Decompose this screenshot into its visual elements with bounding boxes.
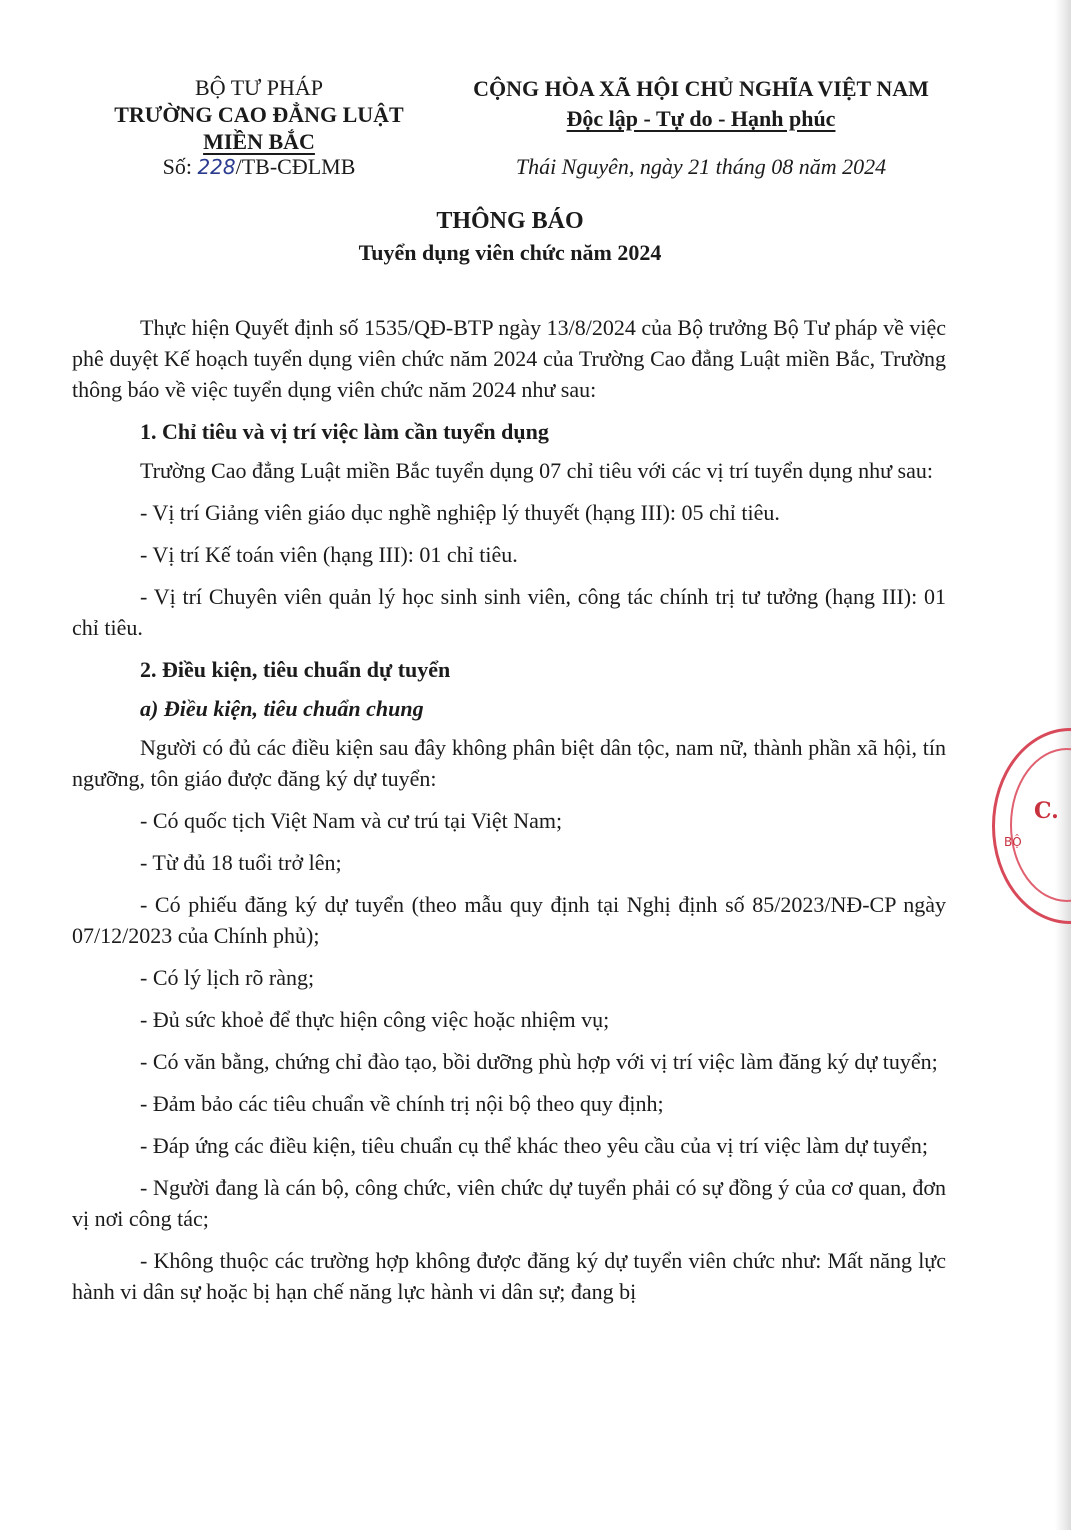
school-name-line2: MIỀN BẮC: [203, 129, 315, 154]
issuer-block: [96, 74, 422, 155]
ministry-name: BỘ TƯ PHÁP: [195, 75, 323, 100]
body-paragraph: - Từ đủ 18 tuổi trở lên;: [140, 850, 342, 875]
body-paragraph: - Vị trí Giảng viên giáo dục nghề nghiệp lý thuyết (hạng III): 05 chỉ tiêu.: [140, 500, 780, 525]
document-title: THÔNG BÁO: [436, 208, 584, 234]
body-paragraph: - Vị trí Chuyên viên quản lý học sinh sinh viên, công tác chính trị tư tưởng (hạng III): 01 chỉ tiêu.: [72, 584, 946, 640]
body-paragraph: - Đủ sức khoẻ để thực hiện công việc hoặc nhiệm vụ;: [140, 1007, 610, 1032]
body-paragraph: - Có văn bằng, chứng chỉ đào tạo, bồi dưỡng phù hợp với vị trí việc làm đăng ký dự tuyển;: [140, 1049, 938, 1074]
body-paragraph: - Đảm bảo các tiêu chuẩn về chính trị nội bộ theo quy định;: [140, 1091, 664, 1116]
national-header: [446, 74, 956, 134]
body-paragraph: - Có quốc tịch Việt Nam và cư trú tại Việt Nam;: [140, 808, 563, 833]
section-heading: 2. Điều kiện, tiêu chuẩn dự tuyển: [140, 657, 451, 682]
body-paragraph: - Không thuộc các trường hợp không được đăng ký dự tuyển viên chức như: Mất năng lực hành vi dân sự hoặc bị hạn chế năng lực hành vi dân sự; đang bị: [72, 1248, 946, 1304]
motto: Độc lập - Tự do - Hạnh phúc: [566, 106, 836, 131]
document-subtitle: Tuyển dụng viên chức năm 2024: [358, 240, 662, 265]
body-paragraph: - Có lý lịch rõ ràng;: [140, 965, 315, 990]
body-paragraph: - Đáp ứng các điều kiện, tiêu chuẩn cụ thể khác theo yêu cầu của vị trí việc làm dự tuyển;: [140, 1133, 929, 1158]
body-paragraph: Thực hiện Quyết định số 1535/QĐ-BTP ngày 13/8/2024 của Bộ trưởng Bộ Tư pháp về việc phê duyệt Kế hoạch tuyển dụng viên chức năm 2024 của Trường Cao đẳng Luật miền Bắc, Trường thông báo về việc tuyển dụng viên chức năm 2024 như sau:: [72, 315, 946, 402]
seal-letter: C.: [1034, 798, 1059, 824]
body-paragraph: - Có phiếu đăng ký dự tuyển (theo mẫu quy định tại Nghị định số 85/2023/NĐ-CP ngày 07/12/2023 của Chính phủ);: [72, 892, 946, 948]
body-paragraph: Người có đủ các điều kiện sau đây không phân biệt dân tộc, nam nữ, thành phần xã hội, tín ngưỡng, tôn giáo được đăng ký dự tuyển:: [72, 735, 946, 791]
number-prefix: Số:: [162, 154, 198, 179]
body-paragraph: - Vị trí Kế toán viên (hạng III): 01 chỉ tiêu.: [140, 542, 518, 567]
place-date: Thái Nguyên, ngày 21 tháng 08 năm 2024: [515, 154, 887, 179]
body-paragraph: - Người đang là cán bộ, công chức, viên chức dự tuyển phải có sự đồng ý của cơ quan, đơn vị nơi công tác;: [72, 1175, 946, 1231]
seal-side-letters: BỘ: [1004, 835, 1022, 849]
document-number: [96, 154, 422, 180]
country-name: CỘNG HÒA XÃ HỘI CHỦ NGHĨA VIỆT NAM: [473, 76, 929, 101]
section-heading: 1. Chỉ tiêu và vị trí việc làm cần tuyển dụng: [140, 419, 549, 444]
document-body: [72, 312, 946, 1318]
school-name-line1: TRƯỜNG CAO ĐẲNG LUẬT: [114, 102, 404, 127]
handwritten-number: 228: [197, 155, 236, 179]
number-suffix: /TB-CĐLMB: [235, 154, 356, 179]
subsection-heading: a) Điều kiện, tiêu chuẩn chung: [140, 696, 424, 721]
body-paragraph: Trường Cao đẳng Luật miền Bắc tuyển dụng 07 chỉ tiêu với các vị trí tuyển dụng như sau:: [140, 458, 933, 483]
